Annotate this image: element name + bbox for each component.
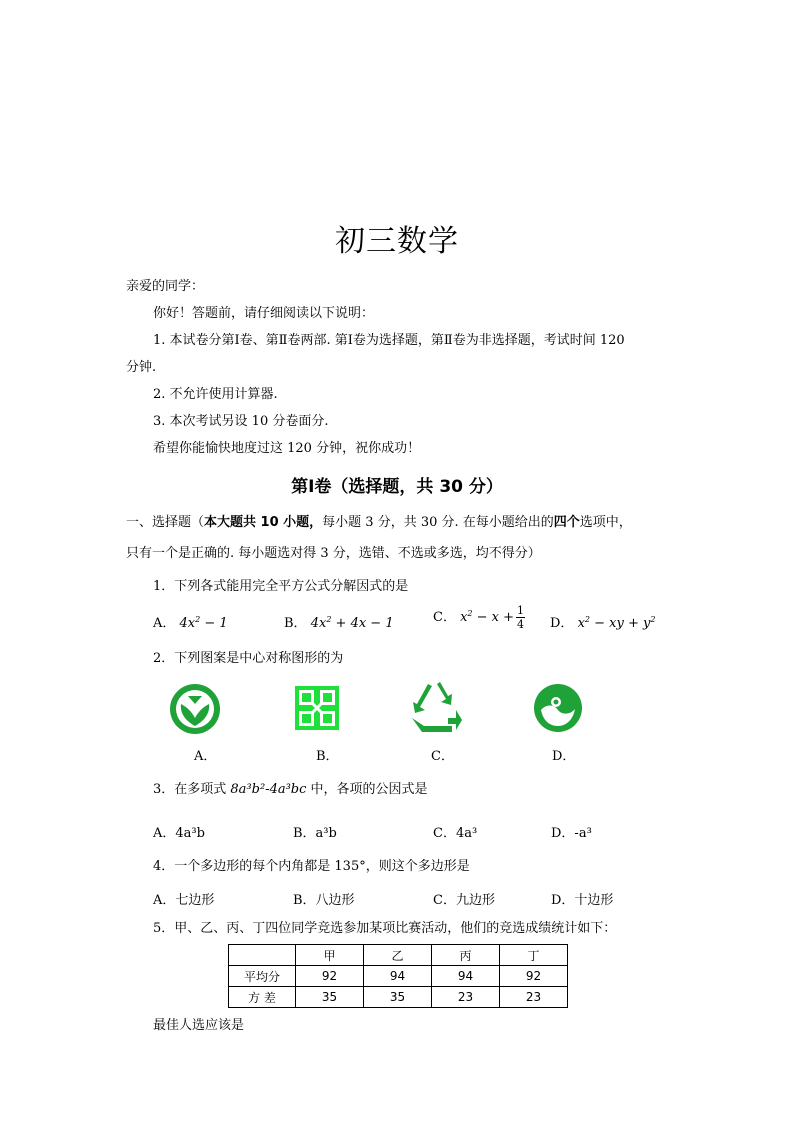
page-title: 初三数学 — [335, 224, 459, 259]
table-row — [229, 987, 568, 1008]
section-instructions — [126, 514, 632, 532]
instructions-intro: 你好！答题前，请仔细阅读以下说明： — [153, 306, 375, 321]
table-cell: 92 — [296, 966, 364, 987]
q2-label-d: D． — [552, 749, 576, 764]
q3-option-d: D．-a³ — [551, 826, 592, 841]
q5-followup: 最佳人选应该是 — [153, 1018, 245, 1033]
q4-option-d: D．十边形 — [551, 893, 614, 908]
table-row — [229, 966, 568, 987]
table-cell: 35 — [364, 987, 432, 1008]
table-cell: 方 差 — [229, 987, 296, 1008]
q4-option-b: B．八边形 — [293, 893, 355, 908]
table-cell: 23 — [500, 987, 568, 1008]
q3-stem — [153, 781, 428, 799]
q2-stem: 2．下列图案是中心对称图形的为 — [153, 651, 344, 666]
table-header-cell: 乙 — [364, 945, 432, 966]
q4-option-a: A．七边形 — [153, 893, 215, 908]
section-instructions-line-2: 只有一个是正确的. 每小题选对得 3 分，选错、不选或多选，均不得分） — [126, 546, 541, 561]
section-intro-bold-1: 本大题共 10 小题， — [204, 515, 323, 530]
table-cell: 平均分 — [229, 966, 296, 987]
square-knot-logo-icon — [293, 684, 341, 732]
q1-option-a — [153, 612, 228, 631]
wish-line: 希望你能愉快地度过这 120 分钟，祝你成功！ — [153, 441, 421, 456]
table-cell: 23 — [432, 987, 500, 1008]
q1-option-b — [284, 612, 394, 631]
instruction-item-1-cont: 分钟. — [126, 360, 157, 375]
q2-label-b: B． — [316, 749, 339, 764]
instruction-item-2: 2. 不允许使用计算器. — [153, 387, 278, 402]
q3-stem-expr: 8a³b²-4a³bc — [230, 782, 307, 797]
table-cell: 94 — [432, 966, 500, 987]
q3-option-a: A．4a³b — [153, 826, 205, 841]
section-intro-bold-2: 四个 — [553, 515, 580, 530]
instruction-item-1: 1. 本试卷分第Ⅰ卷、第Ⅱ卷两部. 第Ⅰ卷为选择题，第Ⅱ卷为非选择题，考试时间 120 — [153, 333, 625, 348]
table-header-cell: 丙 — [432, 945, 500, 966]
q1-a-label: A． — [153, 616, 176, 631]
q3-option-b: B．a³b — [293, 826, 337, 841]
q3-stem-prefix: 3．在多项式 — [153, 782, 231, 797]
q1-c-expr: $x^2 - x$ + — [455, 609, 515, 625]
section-title: 第Ⅰ卷（选择题，共 30 分） — [291, 477, 503, 497]
q1-d-label: D． — [550, 616, 574, 631]
q1-c-label: C． — [433, 610, 456, 625]
q3-option-c: C．4a³ — [433, 826, 478, 841]
q2-label-a: A． — [194, 749, 217, 764]
q1-d-expr: $x^2$ − xy + $y^2$ — [573, 615, 656, 631]
q2-label-c: C． — [431, 749, 454, 764]
q1-c-fraction: $\frac{1}{4}$ — [517, 604, 525, 631]
table-header-cell: 甲 — [296, 945, 364, 966]
table-cell: 92 — [500, 966, 568, 987]
q3-stem-suffix: 中，各项的公因式是 — [306, 782, 428, 797]
q4-option-c: C．九边形 — [433, 893, 495, 908]
table-cell: 94 — [364, 966, 432, 987]
greeting: 亲爱的同学： — [126, 279, 205, 294]
table-header-row — [229, 945, 568, 966]
table-header-cell — [229, 945, 296, 966]
water-drop-logo-icon — [532, 682, 584, 734]
q1-b-label: B． — [284, 616, 307, 631]
q1-option-d — [550, 612, 655, 631]
section-intro-mid: 每小题 3 分，共 30 分. 在每小题给出的 — [322, 515, 554, 530]
recycle-triangle-icon — [408, 680, 466, 734]
instruction-item-3: 3. 本次考试另设 10 分卷面分. — [153, 414, 329, 429]
q5-stem: 5．甲、乙、丙、丁四位同学竞选参加某项比赛活动，他们的竞选成绩统计如下： — [153, 921, 617, 936]
score-table — [228, 944, 568, 1008]
q1-b-expr: $4x^2 + 4x - 1$ — [306, 615, 394, 631]
q1-a-expr: $4x^2 - 1$ — [175, 615, 228, 631]
table-cell: 35 — [296, 987, 364, 1008]
green-food-logo-icon — [168, 682, 222, 736]
section-intro-prefix: 一、选择题（ — [126, 515, 205, 530]
table-header-cell: 丁 — [500, 945, 568, 966]
section-intro-end: 选项中， — [579, 515, 632, 530]
q4-stem: 4．一个多边形的每个内角都是 135°，则这个多边形是 — [153, 859, 470, 874]
q1-option-c — [433, 604, 525, 631]
q1-stem: 1．下列各式能用完全平方公式分解因式的是 — [153, 579, 409, 594]
